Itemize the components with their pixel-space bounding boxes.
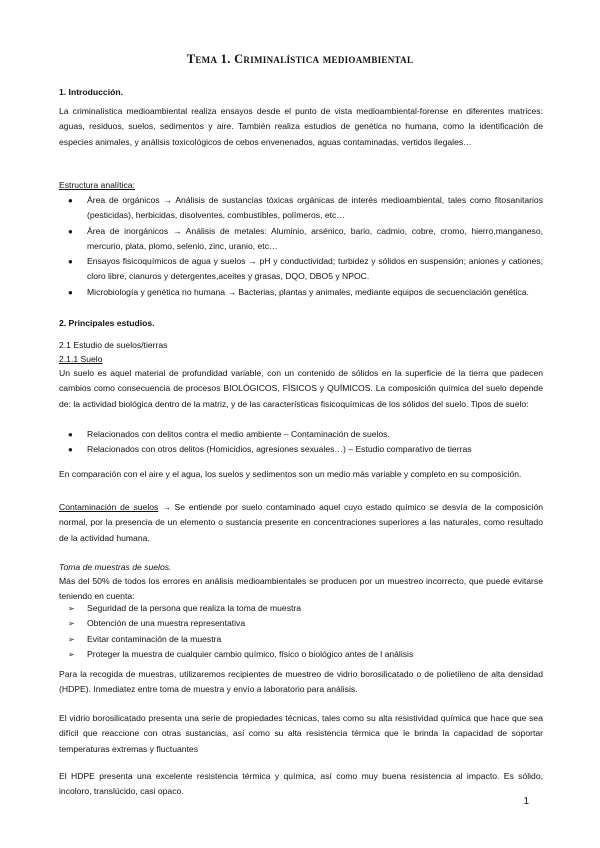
document-title: Tema 1. Criminalística medioambiental [186,52,414,66]
section-1-heading: 1. Introducción. [59,87,123,97]
list-item: ➢ Obtención de una muestra representativa [59,616,543,631]
arrow-bullet-icon: ➢ [68,649,75,659]
list-item: ● Relacionados con otros delitos (Homicidios, agresiones sexuales…) – Estudio comparativo de tierras [59,442,543,457]
toma-list [59,601,543,662]
contaminacion-paragraph [59,500,543,546]
estructura-list [59,193,543,300]
bullet-icon: ● [68,430,73,439]
suelo-paragraph: Un suelo es aquel material de profundidad variable, con un contenido de sólidos en la superficie de la tierra que padecen cambios como consecuencia de procesos BIOLÓGICOS, FÍSICOS y QUÍMICOS. La composición química del suelo depende de: la actividad biológica dentro de la matriz, y de las características fisicoquímicas de los sólidos del suelo. Tipos de suelo: [59,368,543,409]
intro-paragraph: La criminalística medioambiental realiza ensayos desde el punto de vista medioambiental-forense en diferentes matrices: aguas, residuos, suelos, sedimentos y aire. También realiza estudios de genética no humana, como la identificación de especies animales, y análisis toxicológicos de cebos envenenados, aguas contaminadas, vertidos ilegales… [59,106,543,147]
toma-heading: Toma de muestras de suelos. [59,562,172,572]
arrow-bullet-icon: ➢ [68,634,75,644]
list-item: ➢ Proteger la muestra de cualquier cambio químico, físico o biológico antes de l análisis [59,647,543,662]
section-2-1-heading: 2.1 Estudio de suelos/tierras [59,340,168,350]
estructura-heading [59,178,543,193]
section-2-heading: 2. Principales estudios. [59,318,155,328]
contaminacion-definition: → Se entiende por suelo contaminado aquel cuyo estado químico se desvía de la composición normal, por la presencia de un elemento o sustancia presente en concentraciones superiores a las naturales, como resultado de la actividad humana. [59,502,543,543]
estructura-heading-text: Estructura analítica: [59,180,135,190]
list-item: ● Ensayos fisicoquímicos de agua y suelos → pH y conductividad; turbidez y sólidos en suspensión; aniones y cationes; cloro libre, cianuros y detergentes,aceites y grasas, DQO, DBO5 y NPOC. [68,256,543,282]
recogida-paragraph: Para la recogida de muestras, utilizaremos recipientes de muestreo de vidrio borosilicatado o de polietileno de alta densidad (HDPE). Inmediatez entre toma de muestra y envío a laboratorio para análisis. [59,669,543,695]
arrow-bullet-icon: ➢ [68,619,75,629]
suelo-heading-text: 2.1.1 Suelo [59,354,103,364]
arrow-bullet-icon: ➢ [68,604,75,613]
bullet-icon: ● [68,226,73,236]
toma-paragraph: Más del 50% de todos los errores en análisis medioambientales se producen por un muestreo incorrecto, que puede evitarse teniendo en cuenta: [59,576,543,602]
vidrio-paragraph: El vidrio borosilicatado presenta una serie de propiedades técnicas, tales como su alta resistividad química que hace que sea difícil que reaccione con otras sustancias, así como su alta resistencia térmica que le brinda la capacidad de soportar temperaturas extremas y fluctuantes [59,713,543,754]
bullet-icon: ● [68,196,73,205]
contaminacion-term: Contaminación de suelos [59,502,159,512]
list-item: ➢ Evitar contaminación de la muestra [59,632,543,647]
list-item: ● Área de orgánicos → Análisis de sustancias tóxicas orgánicas de interés medioambiental, tales como fitosanitarios (pesticidas), herbicidas, disolventes, combustibles, polímeros, etc… [68,195,543,221]
list-item: ● Relacionados con delitos contra el medio ambiente – Contaminación de suelos. [59,427,543,442]
list-item: ➢ Seguridad de la persona que realiza la toma de muestra [59,601,543,616]
page-number: 1 [523,796,529,807]
comparacion-paragraph: En comparación con el aire y el agua, los suelos y sedimentos son un medio más variable y completo en su composición. [59,469,522,479]
list-item: ● Área de inorgánicos → Análisis de metales: Aluminio, arsénico, bario, cadmio, cobre, cromo, hierro,manganeso, mercurio, plata, plomo, selenio, zinc, uranio, etc… [68,225,543,251]
bullet-icon: ● [68,287,73,297]
section-2-1-1-heading [59,352,543,367]
tipos-suelo-list [59,427,543,458]
bullet-icon: ● [68,257,73,267]
list-item: ● Microbiología y genética no humana → Bacterias, plantas y animales, mediante equipos de secuenciación genética. [59,285,543,300]
hdpe-paragraph: El HDPE presenta una excelente resistencia térmica y química, así como muy buena resistencia al impacto. Es sólido, incoloro, translúcido, casi opaco. [59,771,543,797]
bullet-icon: ● [68,445,73,455]
